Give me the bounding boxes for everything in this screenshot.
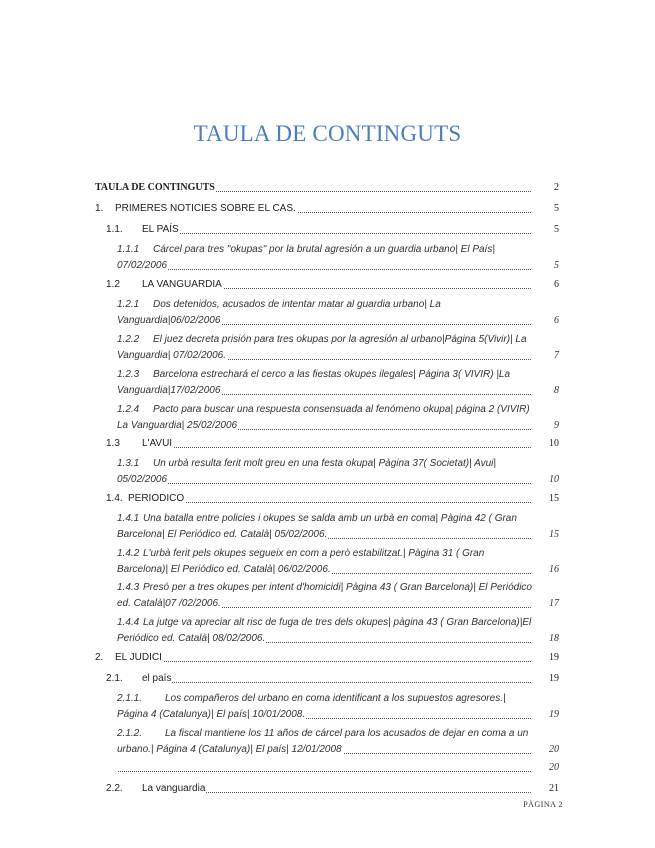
toc-entry[interactable]: 1.1. EL PAÍS 5 [106, 222, 559, 238]
page-number: 6 [533, 313, 559, 329]
page-number: 2 [533, 180, 559, 196]
page-number: 7 [533, 348, 559, 364]
toc-entry[interactable]: 1.4. PERIODICO 15 [106, 491, 559, 507]
page-number: 6 [533, 277, 559, 293]
toc-entry[interactable]: 1.2 LA VANGUARDIA 6 [106, 277, 559, 293]
toc-entry[interactable]: 1. PRIMERES NOTICIES SOBRE EL CAS. 5 [95, 201, 559, 217]
page-number: 19 [533, 650, 559, 666]
page-number: 19 [533, 707, 559, 723]
page-number: 8 [533, 383, 559, 399]
toc-entry[interactable]: 1.4.3 Presó per a tres okupes per intent d'homicidi| Pàgina 43 ( Gran Barcelona)| El Periódico ed. Català|07 /02/2006. 17 [117, 580, 559, 612]
page-number: 20 [533, 742, 559, 758]
page-number: 10 [533, 472, 559, 488]
toc-entry[interactable]: 1.2.1 Dos detenidos, acusados de intentar matar al guardia urbano| La Vanguardia|06/02/2006 6 [117, 297, 559, 329]
toc-entry[interactable]: 1.2.3 Barcelona estrechará el cerco a las fiestas okupes ilegales| Página 3( VIVIR) |La Vanguardia|17/02/2006 8 [117, 367, 559, 399]
page-number: 15 [533, 491, 559, 507]
page-number: 16 [533, 562, 559, 578]
toc-entry[interactable]: 2.1.1. Los compañeros del urbano en coma identificant a los supuestos agresores.| Página 4 (Catalunya)| El país| 10/01/2008. 19 [117, 691, 559, 723]
page-number: 10 [533, 436, 559, 452]
page-title: TAULA DE CONTINGUTS [193, 121, 462, 146]
page-number: 19 [533, 671, 559, 687]
toc-entry[interactable]: 1.1.1 Cárcel para tres "okupas" por la brutal agresión a un guardia urbano| El País| 07/02/2006 5 [117, 242, 559, 274]
page-number: 9 [533, 418, 559, 434]
page-number: 15 [533, 527, 559, 543]
toc-entry[interactable]: 2.1.2. La fiscal mantiene los 11 años de cárcel para los acusados de dejar en coma a un urbano.| Página 4 (Catalunya)| El país| 12/01/2008 20 [117, 726, 559, 758]
page-number: 20 [533, 760, 559, 776]
toc-entry[interactable]: 2.1. el país 19 [106, 671, 559, 687]
toc-entry[interactable]: 1.4.1 Una batalla entre policies i okupes se salda amb un urbà en coma| Pàgina 42 ( Gran Barcelona| El Periódico ed. Català| 05/02/2006. 15 [117, 511, 559, 543]
toc-entry[interactable]: 1.4.2 L'urbà ferit pels okupes segueix en com a però estabilitzat.| Pàgina 31 ( Gran Barcelona)| El Periódico ed. Català| 06/02/2006. 16 [117, 546, 559, 578]
toc-entry[interactable]: TAULA DE CONTINGUTS 2 [95, 180, 559, 196]
toc-entry[interactable]: 2. EL JUDICI 19 [95, 650, 559, 666]
page-number: 18 [533, 631, 559, 647]
page-number: 21 [533, 781, 559, 797]
toc-entry[interactable]: 1.3.1 Un urbà resulta ferit molt greu en una festa okupa| Pàgina 37( Societat)| Avui| 05/02/2006 10 [117, 456, 559, 488]
page-number: 5 [533, 222, 559, 238]
page-number: 5 [533, 258, 559, 274]
toc-entry[interactable]: 2.2. La vanguardia 21 [106, 781, 559, 797]
toc-entry[interactable]: 1.3 L'AVUI 10 [106, 436, 559, 452]
page-footer: PÀGINA 2 [523, 800, 563, 809]
page-number: 5 [533, 201, 559, 217]
page-number: 17 [533, 596, 559, 612]
toc-entry[interactable] [117, 760, 559, 776]
toc-entry[interactable]: 1.2.2 El juez decreta prisión para tres okupas por la agresión al urbano|Página 5(Vivir)| La Vanguardia| 07/02/2006. 7 [117, 332, 559, 364]
toc-entry[interactable]: 1.4.4 La jutge va apreciar alt risc de fuga de tres dels okupes| pàgina 43 ( Gran Barcelona)|El Periódico ed. Català| 08/02/2006. 18 [117, 615, 559, 647]
toc-entry[interactable]: 1.2.4 Pacto para buscar una respuesta consensuada al fenómeno okupa| página 2 (VIVIR) La Vanguardia| 25/02/2006 9 [117, 402, 559, 434]
